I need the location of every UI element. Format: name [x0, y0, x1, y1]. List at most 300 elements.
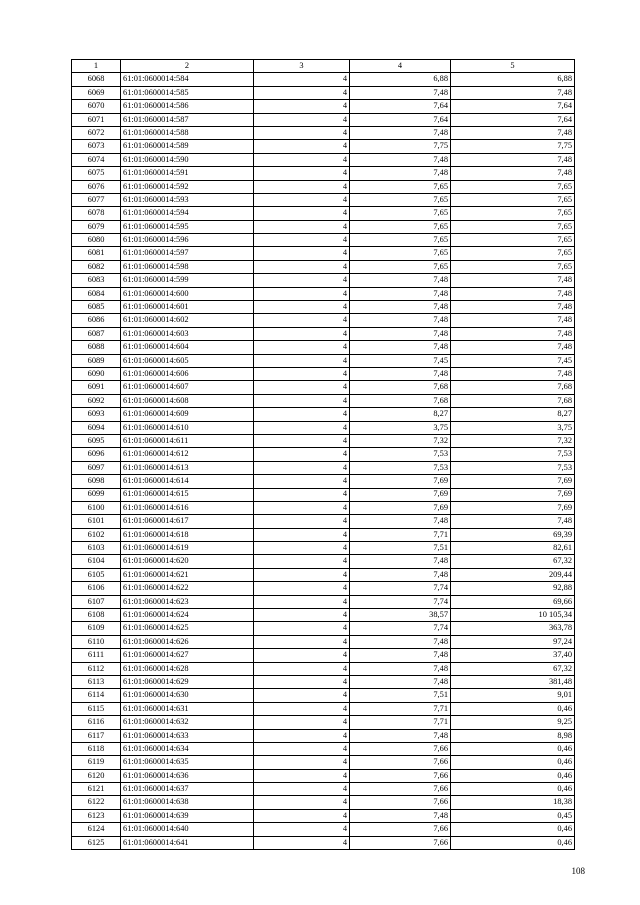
value-cell-4: 7,53: [350, 448, 451, 461]
value-cell-4: 7,71: [350, 528, 451, 541]
row-number-cell: 6124: [72, 823, 121, 836]
cadastral-number-cell: 61:01:0600014:613: [121, 461, 254, 474]
row-number-cell: 6070: [72, 100, 121, 113]
value-cell-4: 7,66: [350, 783, 451, 796]
value-cell-5: 69,66: [451, 595, 575, 608]
table-row: [72, 836, 575, 849]
value-cell-5: 7,48: [451, 314, 575, 327]
table-row: [72, 301, 575, 314]
row-number-cell: 6113: [72, 675, 121, 688]
value-cell-4: 7,48: [350, 515, 451, 528]
value-cell-4: 7,68: [350, 394, 451, 407]
value-cell-5: 7,53: [451, 461, 575, 474]
cadastral-number-cell: 61:01:0600014:606: [121, 367, 254, 380]
row-number-cell: 6095: [72, 434, 121, 447]
value-cell-5: 6,88: [451, 73, 575, 86]
value-cell-4: 7,51: [350, 542, 451, 555]
value-cell-3: 4: [254, 73, 350, 86]
value-cell-3: 4: [254, 301, 350, 314]
value-cell-5: 69,39: [451, 528, 575, 541]
value-cell-4: 7,48: [350, 729, 451, 742]
value-cell-3: 4: [254, 367, 350, 380]
cadastral-number-cell: 61:01:0600014:597: [121, 247, 254, 260]
column-header: 3: [254, 60, 350, 73]
value-cell-4: 7,71: [350, 716, 451, 729]
column-header: 2: [121, 60, 254, 73]
cadastral-number-cell: 61:01:0600014:638: [121, 796, 254, 809]
row-number-cell: 6105: [72, 568, 121, 581]
table-row: [72, 488, 575, 501]
value-cell-5: 7,69: [451, 475, 575, 488]
value-cell-5: 7,65: [451, 260, 575, 273]
table-row: [72, 153, 575, 166]
value-cell-5: 7,48: [451, 274, 575, 287]
table-row: [72, 394, 575, 407]
cadastral-number-cell: 61:01:0600014:604: [121, 341, 254, 354]
value-cell-3: 4: [254, 394, 350, 407]
value-cell-3: 4: [254, 140, 350, 153]
cadastral-number-cell: 61:01:0600014:631: [121, 702, 254, 715]
value-cell-5: 7,69: [451, 501, 575, 514]
value-cell-5: 0,46: [451, 756, 575, 769]
value-cell-3: 4: [254, 341, 350, 354]
value-cell-4: 7,48: [350, 568, 451, 581]
cadastral-number-cell: 61:01:0600014:600: [121, 287, 254, 300]
value-cell-3: 4: [254, 475, 350, 488]
cadastral-number-cell: 61:01:0600014:599: [121, 274, 254, 287]
row-number-cell: 6097: [72, 461, 121, 474]
value-cell-5: 7,64: [451, 100, 575, 113]
value-cell-3: 4: [254, 434, 350, 447]
value-cell-3: 4: [254, 100, 350, 113]
cadastral-number-cell: 61:01:0600014:630: [121, 689, 254, 702]
table-row: [72, 568, 575, 581]
value-cell-3: 4: [254, 126, 350, 139]
table-row: [72, 823, 575, 836]
cadastral-number-cell: 61:01:0600014:639: [121, 809, 254, 822]
cadastral-number-cell: 61:01:0600014:627: [121, 649, 254, 662]
value-cell-3: 4: [254, 742, 350, 755]
value-cell-5: 7,48: [451, 301, 575, 314]
row-number-cell: 6091: [72, 381, 121, 394]
table-body: [72, 73, 575, 850]
cadastral-number-cell: 61:01:0600014:623: [121, 595, 254, 608]
cadastral-number-cell: 61:01:0600014:596: [121, 234, 254, 247]
value-cell-4: 7,66: [350, 742, 451, 755]
row-number-cell: 6069: [72, 86, 121, 99]
value-cell-3: 4: [254, 354, 350, 367]
value-cell-4: 7,45: [350, 354, 451, 367]
cadastral-number-cell: 61:01:0600014:635: [121, 756, 254, 769]
row-number-cell: 6076: [72, 180, 121, 193]
table-row: [72, 341, 575, 354]
row-number-cell: 6086: [72, 314, 121, 327]
table-row: [72, 354, 575, 367]
table-row: [72, 274, 575, 287]
cadastral-number-cell: 61:01:0600014:601: [121, 301, 254, 314]
row-number-cell: 6107: [72, 595, 121, 608]
value-cell-3: 4: [254, 716, 350, 729]
value-cell-4: 7,48: [350, 649, 451, 662]
value-cell-5: 7,48: [451, 327, 575, 340]
table-row: [72, 260, 575, 273]
value-cell-3: 4: [254, 729, 350, 742]
table-row: [72, 180, 575, 193]
value-cell-5: 10 105,34: [451, 609, 575, 622]
row-number-cell: 6101: [72, 515, 121, 528]
value-cell-4: 7,48: [350, 314, 451, 327]
value-cell-4: 7,48: [350, 274, 451, 287]
cadastral-number-cell: 61:01:0600014:589: [121, 140, 254, 153]
value-cell-3: 4: [254, 327, 350, 340]
value-cell-3: 4: [254, 167, 350, 180]
row-number-cell: 6094: [72, 421, 121, 434]
cadastral-number-cell: 61:01:0600014:614: [121, 475, 254, 488]
value-cell-3: 4: [254, 769, 350, 782]
value-cell-3: 4: [254, 836, 350, 849]
value-cell-5: 7,48: [451, 515, 575, 528]
value-cell-3: 4: [254, 555, 350, 568]
value-cell-4: 7,48: [350, 126, 451, 139]
row-number-cell: 6112: [72, 662, 121, 675]
value-cell-4: 7,65: [350, 207, 451, 220]
value-cell-5: 7,75: [451, 140, 575, 153]
cadastral-number-cell: 61:01:0600014:595: [121, 220, 254, 233]
value-cell-3: 4: [254, 408, 350, 421]
table-row: [72, 207, 575, 220]
cadastral-number-cell: 61:01:0600014:626: [121, 635, 254, 648]
value-cell-3: 4: [254, 193, 350, 206]
cadastral-number-cell: 61:01:0600014:610: [121, 421, 254, 434]
value-cell-3: 4: [254, 702, 350, 715]
value-cell-5: 7,64: [451, 113, 575, 126]
value-cell-3: 4: [254, 515, 350, 528]
table-row: [72, 193, 575, 206]
value-cell-4: 7,71: [350, 702, 451, 715]
value-cell-5: 0,46: [451, 823, 575, 836]
cadastral-number-cell: 61:01:0600014:588: [121, 126, 254, 139]
table-row: [72, 314, 575, 327]
table-row: [72, 367, 575, 380]
value-cell-5: 209,44: [451, 568, 575, 581]
table-row: [72, 327, 575, 340]
table-row: [72, 582, 575, 595]
column-header: 1: [72, 60, 121, 73]
row-number-cell: 6082: [72, 260, 121, 273]
table-row: [72, 475, 575, 488]
value-cell-4: 7,48: [350, 675, 451, 688]
cadastral-number-cell: 61:01:0600014:628: [121, 662, 254, 675]
value-cell-5: 7,48: [451, 287, 575, 300]
value-cell-3: 4: [254, 756, 350, 769]
value-cell-4: 7,48: [350, 301, 451, 314]
row-number-cell: 6102: [72, 528, 121, 541]
value-cell-3: 4: [254, 609, 350, 622]
cadastral-number-cell: 61:01:0600014:624: [121, 609, 254, 622]
value-cell-3: 4: [254, 783, 350, 796]
value-cell-4: 7,64: [350, 100, 451, 113]
table-row: [72, 515, 575, 528]
value-cell-3: 4: [254, 153, 350, 166]
value-cell-5: 92,88: [451, 582, 575, 595]
table-row: [72, 542, 575, 555]
cadastral-number-cell: 61:01:0600014:603: [121, 327, 254, 340]
row-number-cell: 6114: [72, 689, 121, 702]
table-row: [72, 783, 575, 796]
value-cell-3: 4: [254, 675, 350, 688]
cadastral-number-cell: 61:01:0600014:634: [121, 742, 254, 755]
table-row: [72, 622, 575, 635]
table-row: [72, 769, 575, 782]
value-cell-3: 4: [254, 796, 350, 809]
value-cell-5: 381,48: [451, 675, 575, 688]
row-number-cell: 6078: [72, 207, 121, 220]
value-cell-5: 7,48: [451, 367, 575, 380]
value-cell-3: 4: [254, 287, 350, 300]
table-row: [72, 167, 575, 180]
cadastral-number-cell: 61:01:0600014:590: [121, 153, 254, 166]
value-cell-4: 7,48: [350, 167, 451, 180]
value-cell-4: 7,64: [350, 113, 451, 126]
value-cell-5: 7,68: [451, 394, 575, 407]
value-cell-4: 7,65: [350, 260, 451, 273]
value-cell-5: 363,78: [451, 622, 575, 635]
row-number-cell: 6117: [72, 729, 121, 742]
row-number-cell: 6104: [72, 555, 121, 568]
value-cell-5: 7,65: [451, 247, 575, 260]
value-cell-5: 7,68: [451, 381, 575, 394]
row-number-cell: 6087: [72, 327, 121, 340]
row-number-cell: 6100: [72, 501, 121, 514]
table-row: [72, 140, 575, 153]
value-cell-3: 4: [254, 809, 350, 822]
value-cell-4: 7,48: [350, 327, 451, 340]
cadastral-number-cell: 61:01:0600014:621: [121, 568, 254, 581]
table-row: [72, 434, 575, 447]
value-cell-5: 82,61: [451, 542, 575, 555]
value-cell-5: 7,48: [451, 126, 575, 139]
value-cell-5: 7,65: [451, 193, 575, 206]
table-row: [72, 287, 575, 300]
table-row: [72, 716, 575, 729]
cadastral-number-cell: 61:01:0600014:616: [121, 501, 254, 514]
table-row: [72, 595, 575, 608]
cadastral-number-cell: 61:01:0600014:593: [121, 193, 254, 206]
cadastral-number-cell: 61:01:0600014:620: [121, 555, 254, 568]
table-row: [72, 73, 575, 86]
value-cell-5: 7,65: [451, 234, 575, 247]
row-number-cell: 6084: [72, 287, 121, 300]
row-number-cell: 6083: [72, 274, 121, 287]
row-number-cell: 6075: [72, 167, 121, 180]
row-number-cell: 6125: [72, 836, 121, 849]
row-number-cell: 6090: [72, 367, 121, 380]
value-cell-5: 7,65: [451, 180, 575, 193]
value-cell-3: 4: [254, 595, 350, 608]
cadastral-number-cell: 61:01:0600014:587: [121, 113, 254, 126]
table-row: [72, 381, 575, 394]
value-cell-5: 0,45: [451, 809, 575, 822]
table-row: [72, 609, 575, 622]
value-cell-5: 3,75: [451, 421, 575, 434]
table-row: [72, 796, 575, 809]
table-row: [72, 649, 575, 662]
cadastral-number-cell: 61:01:0600014:607: [121, 381, 254, 394]
cadastral-number-cell: 61:01:0600014:594: [121, 207, 254, 220]
row-number-cell: 6120: [72, 769, 121, 782]
value-cell-3: 4: [254, 662, 350, 675]
row-number-cell: 6118: [72, 742, 121, 755]
value-cell-5: 0,46: [451, 783, 575, 796]
value-cell-4: 7,48: [350, 809, 451, 822]
row-number-cell: 6119: [72, 756, 121, 769]
value-cell-4: 7,65: [350, 193, 451, 206]
value-cell-5: 97,24: [451, 635, 575, 648]
row-number-cell: 6116: [72, 716, 121, 729]
value-cell-3: 4: [254, 542, 350, 555]
value-cell-4: 7,53: [350, 461, 451, 474]
value-cell-3: 4: [254, 622, 350, 635]
value-cell-5: 7,69: [451, 488, 575, 501]
value-cell-3: 4: [254, 649, 350, 662]
table-row: [72, 126, 575, 139]
value-cell-5: 7,45: [451, 354, 575, 367]
value-cell-5: 7,32: [451, 434, 575, 447]
table-row: [72, 635, 575, 648]
value-cell-3: 4: [254, 180, 350, 193]
value-cell-4: 7,48: [350, 86, 451, 99]
value-cell-4: 6,88: [350, 73, 451, 86]
value-cell-3: 4: [254, 113, 350, 126]
row-number-cell: 6068: [72, 73, 121, 86]
value-cell-3: 4: [254, 260, 350, 273]
value-cell-3: 4: [254, 448, 350, 461]
value-cell-5: 67,32: [451, 662, 575, 675]
cadastral-number-cell: 61:01:0600014:598: [121, 260, 254, 273]
cadastral-number-cell: 61:01:0600014:619: [121, 542, 254, 555]
row-number-cell: 6108: [72, 609, 121, 622]
value-cell-3: 4: [254, 461, 350, 474]
value-cell-5: 37,40: [451, 649, 575, 662]
cadastral-number-cell: 61:01:0600014:625: [121, 622, 254, 635]
table-row: [72, 742, 575, 755]
row-number-cell: 6111: [72, 649, 121, 662]
cadastral-number-cell: 61:01:0600014:608: [121, 394, 254, 407]
value-cell-3: 4: [254, 528, 350, 541]
row-number-cell: 6089: [72, 354, 121, 367]
value-cell-4: 7,48: [350, 555, 451, 568]
column-header: 4: [350, 60, 451, 73]
row-number-cell: 6081: [72, 247, 121, 260]
value-cell-5: 0,46: [451, 769, 575, 782]
value-cell-5: 67,32: [451, 555, 575, 568]
value-cell-3: 4: [254, 582, 350, 595]
value-cell-5: 7,65: [451, 220, 575, 233]
cadastral-number-cell: 61:01:0600014:622: [121, 582, 254, 595]
table-row: [72, 113, 575, 126]
value-cell-4: 7,48: [350, 287, 451, 300]
row-number-cell: 6099: [72, 488, 121, 501]
value-cell-3: 4: [254, 274, 350, 287]
value-cell-3: 4: [254, 207, 350, 220]
value-cell-5: 0,46: [451, 742, 575, 755]
row-number-cell: 6093: [72, 408, 121, 421]
cadastral-number-cell: 61:01:0600014:641: [121, 836, 254, 849]
cadastral-number-cell: 61:01:0600014:591: [121, 167, 254, 180]
table-row: [72, 662, 575, 675]
value-cell-5: 18,38: [451, 796, 575, 809]
value-cell-4: 7,66: [350, 796, 451, 809]
table-header-row: [72, 60, 575, 73]
cadastral-number-cell: 61:01:0600014:609: [121, 408, 254, 421]
table-row: [72, 555, 575, 568]
cadastral-number-cell: 61:01:0600014:592: [121, 180, 254, 193]
table-row: [72, 689, 575, 702]
row-number-cell: 6073: [72, 140, 121, 153]
value-cell-3: 4: [254, 823, 350, 836]
row-number-cell: 6072: [72, 126, 121, 139]
cadastral-number-cell: 61:01:0600014:632: [121, 716, 254, 729]
value-cell-4: 7,74: [350, 595, 451, 608]
value-cell-3: 4: [254, 247, 350, 260]
table-row: [72, 247, 575, 260]
value-cell-5: 7,48: [451, 167, 575, 180]
row-number-cell: 6103: [72, 542, 121, 555]
row-number-cell: 6110: [72, 635, 121, 648]
value-cell-4: 7,69: [350, 501, 451, 514]
table-row: [72, 702, 575, 715]
cadastral-number-cell: 61:01:0600014:615: [121, 488, 254, 501]
value-cell-5: 0,46: [451, 702, 575, 715]
table-row: [72, 461, 575, 474]
row-number-cell: 6071: [72, 113, 121, 126]
value-cell-4: 3,75: [350, 421, 451, 434]
table-row: [72, 501, 575, 514]
row-number-cell: 6074: [72, 153, 121, 166]
cadastral-number-cell: 61:01:0600014:605: [121, 354, 254, 367]
cadastral-number-cell: 61:01:0600014:612: [121, 448, 254, 461]
value-cell-3: 4: [254, 381, 350, 394]
cadastral-number-cell: 61:01:0600014:585: [121, 86, 254, 99]
table-row: [72, 528, 575, 541]
data-table: [71, 59, 575, 850]
value-cell-3: 4: [254, 86, 350, 99]
row-number-cell: 6096: [72, 448, 121, 461]
value-cell-4: 7,75: [350, 140, 451, 153]
value-cell-4: 7,48: [350, 341, 451, 354]
row-number-cell: 6115: [72, 702, 121, 715]
table-row: [72, 809, 575, 822]
value-cell-4: 7,48: [350, 635, 451, 648]
value-cell-4: 7,65: [350, 247, 451, 260]
row-number-cell: 6092: [72, 394, 121, 407]
table-row: [72, 86, 575, 99]
value-cell-4: 7,65: [350, 220, 451, 233]
value-cell-5: 7,53: [451, 448, 575, 461]
value-cell-5: 9,01: [451, 689, 575, 702]
value-cell-4: 38,57: [350, 609, 451, 622]
value-cell-3: 4: [254, 234, 350, 247]
value-cell-5: 8,27: [451, 408, 575, 421]
value-cell-4: 7,65: [350, 234, 451, 247]
value-cell-3: 4: [254, 501, 350, 514]
row-number-cell: 6098: [72, 475, 121, 488]
value-cell-3: 4: [254, 421, 350, 434]
row-number-cell: 6079: [72, 220, 121, 233]
value-cell-4: 7,66: [350, 823, 451, 836]
page-number: 108: [571, 866, 585, 876]
value-cell-5: 7,48: [451, 341, 575, 354]
